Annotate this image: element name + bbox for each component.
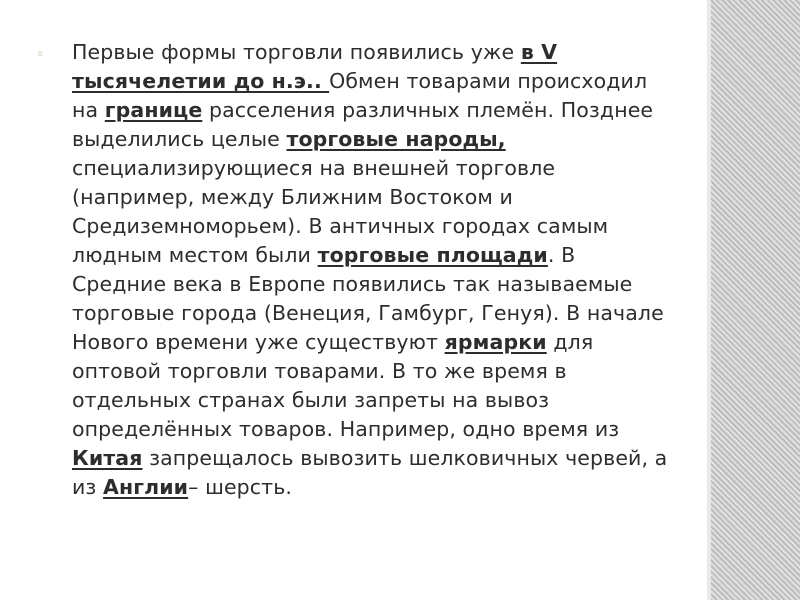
paragraph-text: Обмен товарами происходил на <box>72 69 648 122</box>
hyperlink[interactable]: Англии <box>103 475 189 499</box>
paragraph-text: – шерсть. <box>188 475 293 499</box>
hyperlink[interactable]: ярмарки <box>444 330 547 354</box>
hyperlink[interactable]: Китая <box>72 446 143 470</box>
hyperlink[interactable]: границе <box>104 98 203 122</box>
hyperlink[interactable]: торговые площади <box>317 243 548 267</box>
slide-content <box>36 38 666 502</box>
bullet-paragraph <box>72 38 672 502</box>
circle-bullet-icon: ◦ <box>36 47 45 63</box>
hyperlink[interactable]: торговые народы, <box>286 127 506 151</box>
side-panel-edge <box>707 0 711 600</box>
paragraph-text: специализирующиеся на внешней торговле (например, между Ближним Востоком и Средиземноморьем). В античных городах самым людным местом были <box>72 156 609 267</box>
decorative-side-panel <box>707 0 800 600</box>
paragraph-text: расселения различных племён. Позднее выделились целые <box>72 98 654 151</box>
paragraph-text: запрещалось вывозить шелковичных червей, а из <box>72 446 668 499</box>
paragraph-text: . В Средние века в Европе появились так называемые торговые города (Венеция, Гамбург, Генуя). В начале Нового времени уже существуют <box>72 243 664 354</box>
paragraph-text: Первые формы торговли появились уже <box>72 40 521 64</box>
paragraph-text: для оптовой торговли товарами. В то же время в отдельных странах были запреты на вывоз определённых товаров. Например, одно время из <box>72 330 620 441</box>
hyperlink[interactable]: в V тысячелетии до н.э.. <box>72 40 558 93</box>
